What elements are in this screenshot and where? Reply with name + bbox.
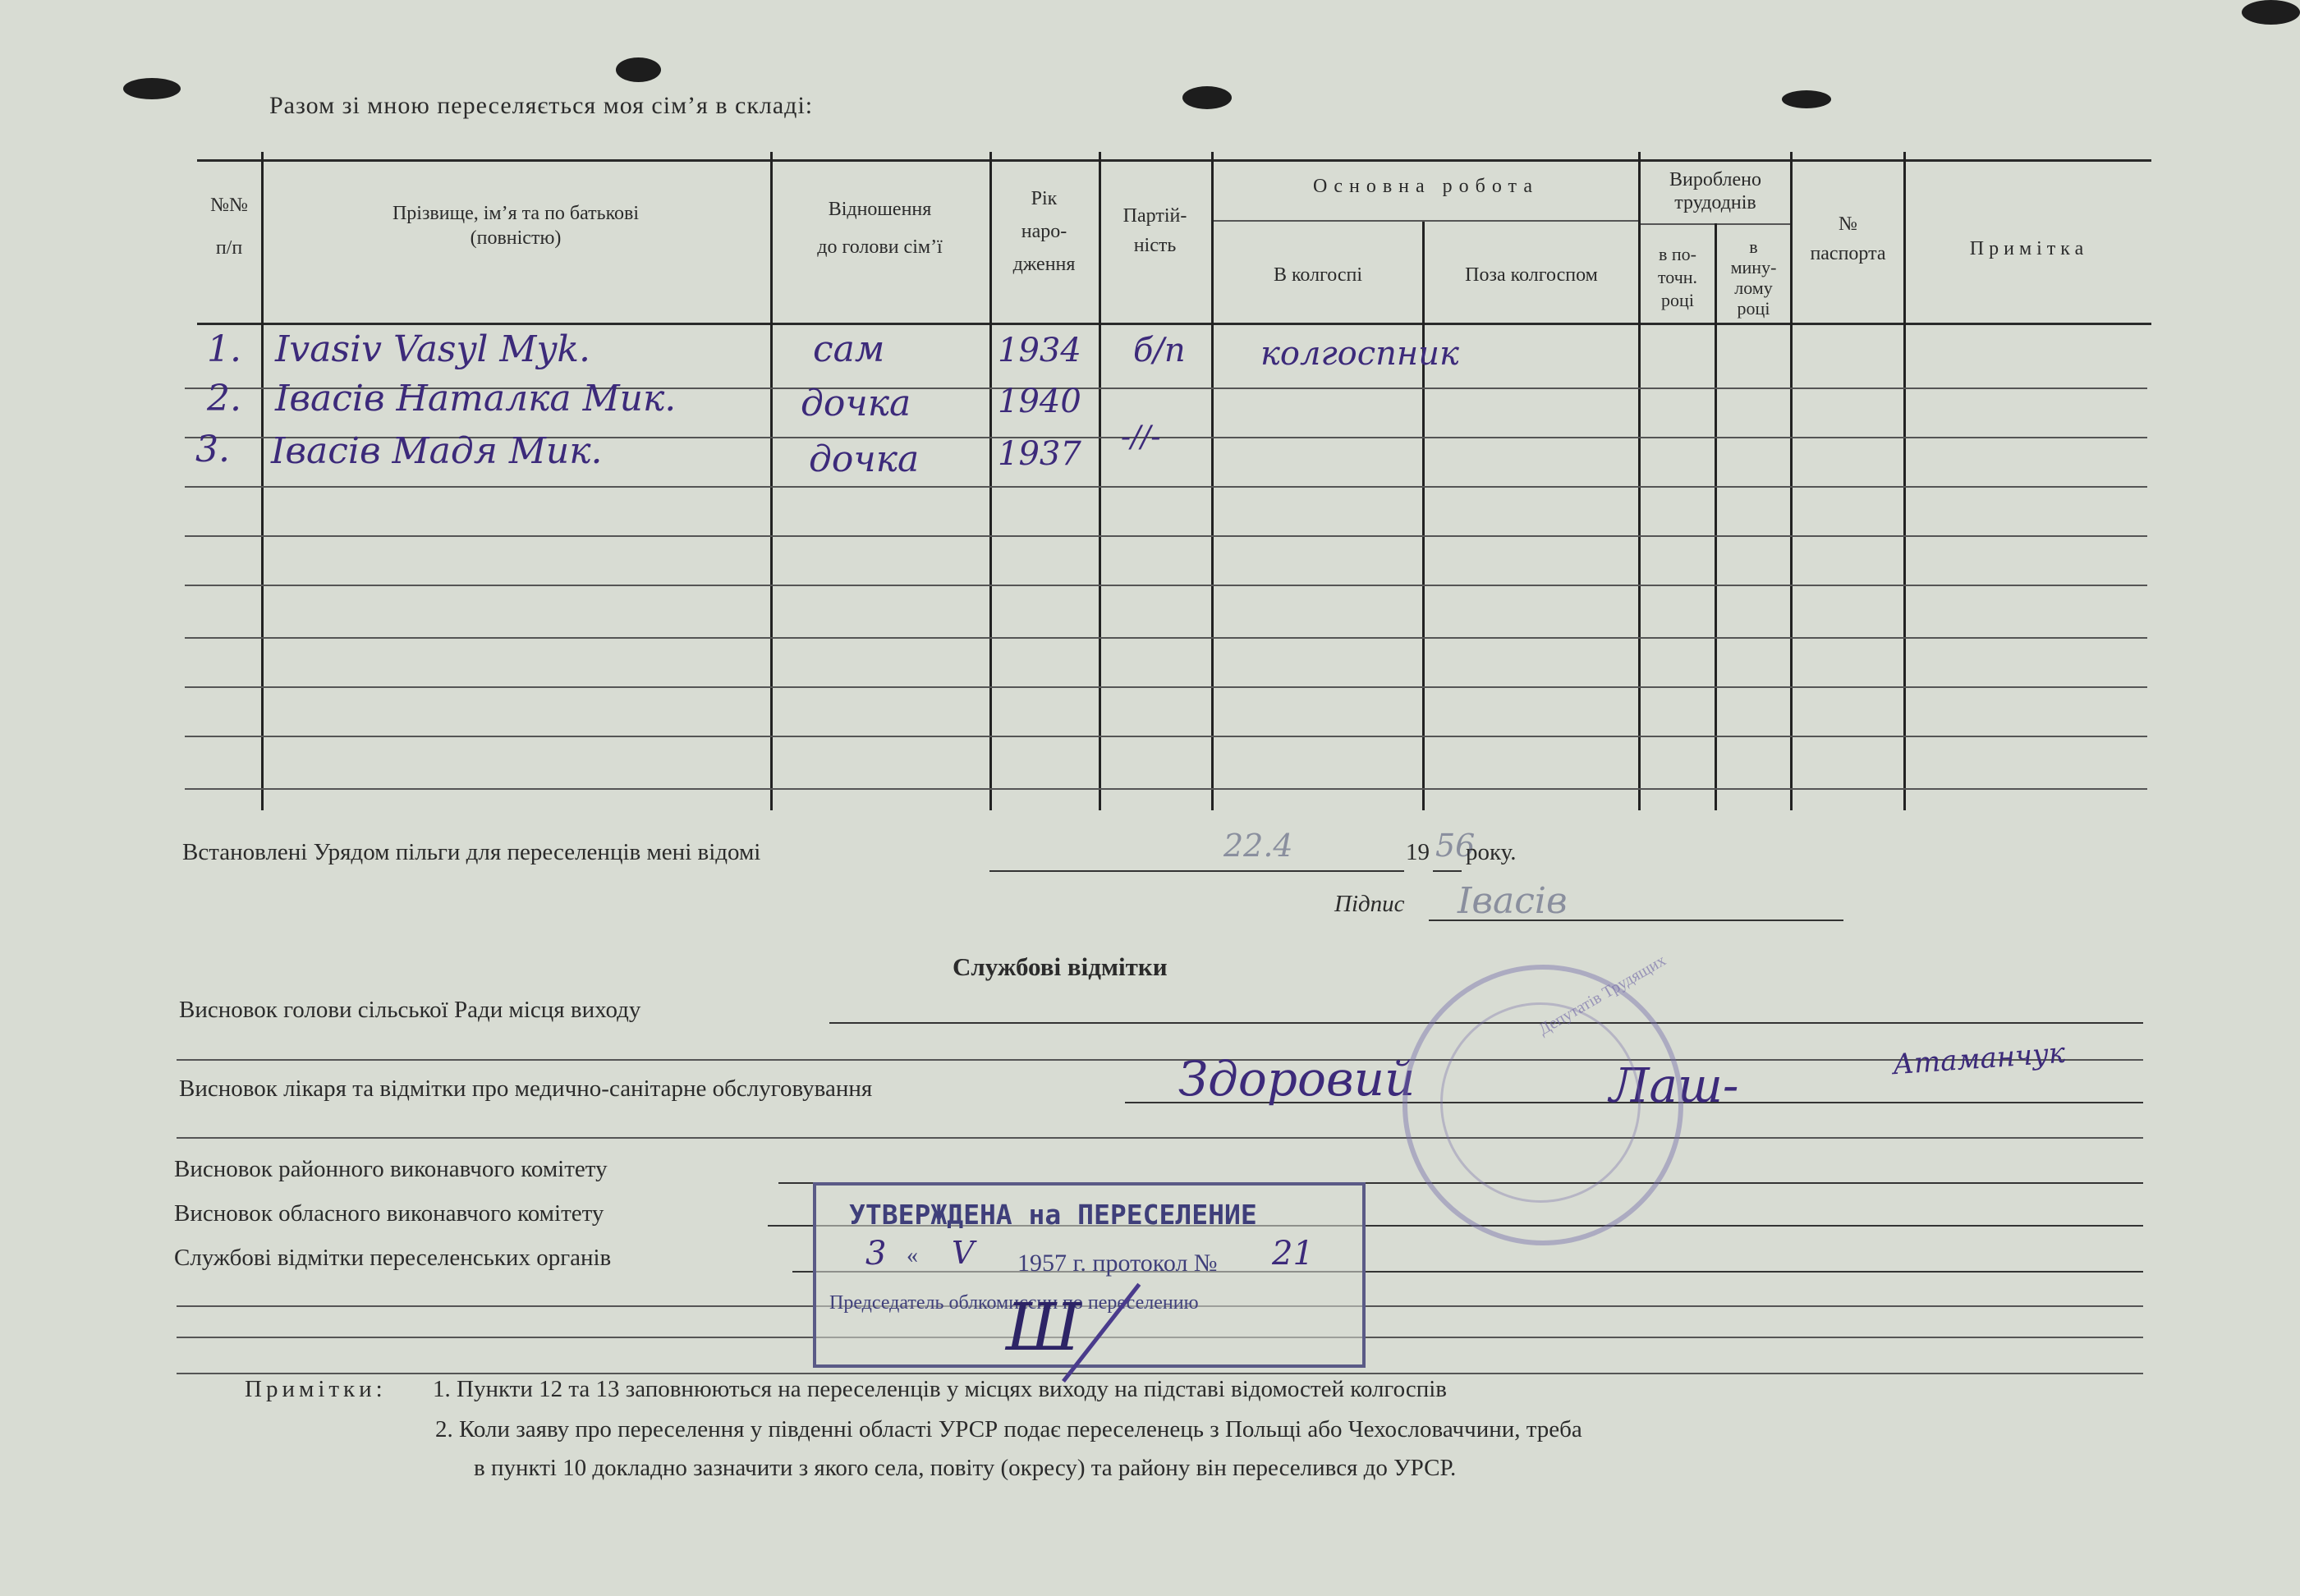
table-vline (1422, 222, 1425, 810)
header-work: Основна робота (1313, 176, 1539, 197)
row-3-party: -//- (1121, 420, 1161, 454)
header-passport: № паспорта (1810, 213, 1886, 264)
header-year: Рік наро- дження (1012, 188, 1076, 275)
service-line-district: Висновок районного виконавчого комітету (174, 1156, 608, 1182)
punch-hole (616, 57, 661, 82)
row-line (185, 637, 2147, 639)
stamp-year: 1957 г. протокол № (1017, 1250, 1218, 1277)
service-field-line (177, 1059, 2143, 1061)
row-3-relation: дочка (809, 438, 920, 480)
row-2-num: 2. (207, 378, 241, 420)
signature-value: Івасів (1458, 880, 1568, 922)
header-name: Прізвище, ім’я та по батькові (повністю) (392, 203, 640, 249)
doctor-signature-name: Атаманчук (1891, 1036, 2067, 1082)
doctor-conclusion: Здоровий (1178, 1051, 1416, 1107)
header-party: Партій- ність (1122, 205, 1187, 256)
benefits-year-prefix: 19 (1406, 839, 1430, 865)
row-line (185, 585, 2147, 586)
punch-hole (1782, 90, 1831, 108)
header-work-in: В колгоспі (1273, 264, 1363, 286)
stamp-signature: Ш (1006, 1289, 1081, 1365)
header-trud-current: в по- точн. році (1657, 244, 1698, 310)
stamp-footer: Председатель облкомиссии по переселению (829, 1292, 1199, 1314)
row-line (185, 486, 2147, 488)
approval-stamp (813, 1182, 1366, 1368)
punch-hole (2242, 0, 2300, 25)
header-work-out: Поза колгоспом (1465, 264, 1598, 286)
stamp-quote: « (907, 1243, 918, 1268)
service-title: Службові відмітки (953, 952, 1168, 981)
intro-text: Разом зі мною переселяється моя сім’я в складі: (269, 92, 814, 119)
benefits-date-line (989, 870, 1404, 872)
header-note: Примітка (1969, 238, 2089, 259)
table-vline (1211, 152, 1214, 810)
note-2-line-1: 2. Коли заяву про переселення у південні області УРСР подає переселенець з Польщі або Чехословаччини, треба (435, 1416, 1582, 1442)
benefits-date-value: 22.4 (1223, 828, 1293, 864)
service-field-line (177, 1137, 2143, 1139)
table-top-line (197, 159, 2151, 162)
header-trud: Вироблено трудоднів (1669, 169, 1761, 213)
note-2-line-2: в пункті 10 докладно зазначити з якого села, повіту (окресу) та району він переселився до УРСР. (474, 1455, 1457, 1481)
doctor-signature: Лаш- (1609, 1057, 1739, 1113)
row-3-num: 3. (195, 429, 230, 470)
header-relation: Відношення до голови сім’ї (817, 199, 943, 258)
punch-hole (123, 78, 181, 99)
row-1-work-in: колгоспник (1260, 335, 1459, 373)
service-line-doctor: Висновок лікаря та відмітки про медично-санітарне обслуговування (179, 1075, 873, 1102)
service-line-village-council: Висновок голови сільської Ради місця виходу (179, 997, 641, 1023)
row-2-relation: дочка (801, 383, 911, 424)
service-line-resettlement: Службові відмітки переселенських органів (174, 1245, 612, 1271)
header-num: №№ п/п (210, 195, 248, 259)
benefits-year-suffix: року. (1466, 839, 1517, 865)
benefits-year-value: 56 (1435, 828, 1476, 864)
row-3-year: 1937 (998, 435, 1081, 473)
benefits-label: Встановлені Урядом пільги для переселенців мені відомі (182, 839, 761, 865)
table-vline (261, 152, 264, 810)
service-line-oblast: Висновок обласного виконавчого комітету (174, 1200, 604, 1227)
row-line (185, 788, 2147, 790)
round-seal (1402, 951, 1683, 1245)
stamp-month: V (952, 1235, 975, 1271)
round-seal-text: Депутатів Трудящих (1535, 951, 1669, 1039)
stamp-title: УТВЕРЖДЕНА на ПЕРЕСЕЛЕНИЕ (849, 1199, 1257, 1231)
row-line (185, 535, 2147, 537)
row-1-year: 1934 (998, 332, 1081, 369)
service-field-line (177, 1373, 2143, 1374)
note-1: 1. Пункти 12 та 13 заповнюються на переселенців у місцях виходу на підставі відомостей колгоспів (433, 1376, 1447, 1402)
row-1-party: б/п (1133, 332, 1186, 369)
signature-label: Підпис (1334, 891, 1405, 917)
work-subheader-line (1214, 220, 1641, 222)
header-trud-previous: в мину- лому році (1730, 236, 1777, 319)
row-3-name: Івасів Мадя Мик. (271, 430, 603, 472)
stamp-protocol-number: 21 (1272, 1235, 1314, 1273)
row-1-relation: сам (813, 328, 885, 370)
row-2-name: Івасів Наталка Мик. (275, 378, 677, 420)
row-1-name: Ivasiv Vasyl Myk. (275, 328, 590, 370)
benefits-year-line (1433, 870, 1462, 872)
row-1-num: 1. (207, 328, 241, 370)
row-line (185, 686, 2147, 688)
row-2-year: 1940 (998, 383, 1081, 420)
notes-label: Примітки: (245, 1376, 387, 1402)
table-header-bottom-line (197, 323, 2151, 325)
row-line (185, 736, 2147, 737)
punch-hole (1182, 86, 1232, 109)
stamp-day: 3 (865, 1235, 887, 1273)
